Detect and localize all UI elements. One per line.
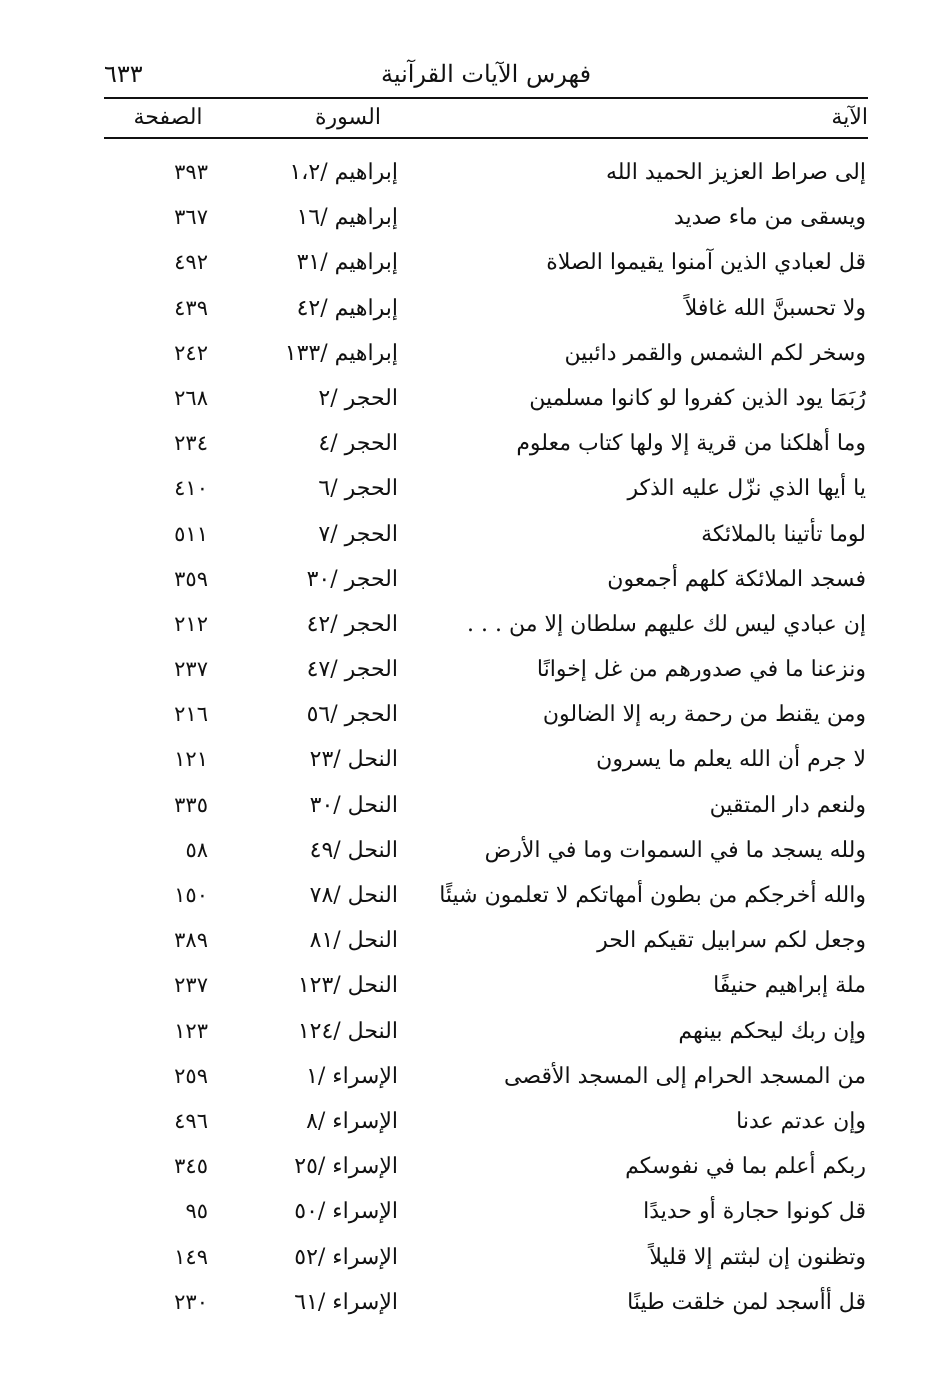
page-reference: ٤٩٢ [174, 250, 208, 275]
page-reference: ٤٣٩ [174, 295, 208, 320]
table-row [104, 647, 868, 692]
ayah-text: وإن ربك ليحكم بينهم [678, 1018, 866, 1044]
surah-reference: النحل /١٢٤ [297, 1018, 398, 1044]
page-reference: ٣٩٣ [174, 160, 208, 184]
ayah-text: يا أيها الذي نزّل عليه الذكر [627, 476, 866, 502]
page-reference: ٢١٦ [174, 702, 208, 727]
page-reference: ٢٣٤ [174, 431, 208, 456]
surah-reference: الحجر /٥٦ [306, 702, 398, 728]
surah-reference: النحل /٣٠ [309, 792, 398, 818]
surah-reference: الإسراء /٥٠ [294, 1199, 398, 1225]
ayah-text: ولنعم دار المتقين [709, 792, 866, 818]
column-header-surah: السورة [315, 105, 381, 130]
running-head [104, 56, 868, 96]
surah-reference: إبراهيم /٣١ [296, 250, 398, 276]
surah-reference: الحجر /٤٢ [306, 611, 398, 637]
page-reference: ٣٥٩ [174, 566, 208, 591]
ayah-text: إن عبادي ليس لك عليهم سلطان إلا من . . . [467, 611, 866, 637]
table-row [104, 783, 868, 828]
page-reference: ٩٥ [185, 1199, 208, 1224]
page-title: فهرس الآيات القرآنية [380, 60, 592, 88]
table-row [104, 286, 868, 331]
table-row [104, 557, 868, 602]
table-row [104, 963, 868, 1008]
surah-reference: الحجر /٧ [318, 521, 398, 547]
surah-reference: الحجر /٦ [318, 476, 398, 502]
surah-reference: النحل /٨١ [309, 928, 398, 954]
ayah-text: ربكم أعلم بما في نفوسكم [625, 1154, 866, 1180]
ayah-text: ونزعنا ما في صدورهم من غل إخوانًا [536, 657, 866, 683]
surah-reference: الإسراء /١ [306, 1063, 398, 1089]
page-reference: ١٢١ [174, 747, 208, 772]
ayah-text: إلى صراط العزيز الحميد الله [605, 160, 866, 185]
ayah-text: ولله يسجد ما في السموات وما في الأرض [484, 837, 866, 863]
page-reference: ٢١٢ [174, 611, 208, 636]
surah-reference: النحل /١٢٣ [297, 973, 398, 999]
page-reference: ١٤٩ [174, 1244, 208, 1269]
column-header-ayah: الآية [831, 105, 868, 130]
page-reference: ٢٣٠ [174, 1289, 208, 1314]
page-reference: ٣٤٥ [174, 1154, 208, 1179]
surah-reference: الحجر /٤ [318, 431, 398, 457]
ayah-text: ملة إبراهيم حنيفًا [713, 973, 866, 999]
table-row [104, 1009, 868, 1054]
table-row [104, 1054, 868, 1099]
page-reference: ٣٣٥ [174, 792, 208, 817]
page-reference: ٤١٠ [174, 476, 208, 501]
ayah-text: ولا تحسبنَّ الله غافلاً [684, 295, 866, 321]
surah-reference: الحجر /٤٧ [306, 657, 398, 683]
ayah-text: وإن عدتم عدنا [736, 1108, 866, 1134]
table-row [104, 376, 868, 421]
table-row [104, 240, 868, 285]
surah-reference: الإسراء /٢٥ [294, 1154, 398, 1180]
table-row [104, 150, 868, 195]
table-row [104, 1189, 868, 1234]
table-row [104, 331, 868, 376]
surah-reference: النحل /٢٣ [309, 747, 398, 773]
page-reference: ٥٨ [185, 837, 208, 862]
page-reference: ٢٥٩ [174, 1063, 208, 1088]
surah-reference: الحجر /٣٠ [306, 566, 398, 592]
surah-reference: الإسراء /٥٢ [294, 1244, 398, 1270]
column-header-page: الصفحة [133, 105, 203, 130]
page-reference: ٢٤٢ [174, 340, 208, 365]
ayah-text: فسجد الملائكة كلهم أجمعون [607, 566, 866, 592]
table-row [104, 602, 868, 647]
ayah-text: وسخر لكم الشمس والقمر دائبين [564, 340, 866, 366]
table-row [104, 466, 868, 511]
ayah-text: وجعل لكم سرابيل تقيكم الحر [597, 928, 866, 954]
table-row [104, 195, 868, 240]
ayah-text: من المسجد الحرام إلى المسجد الأقصى [504, 1063, 866, 1089]
table-row [104, 1144, 868, 1189]
page-reference: ٢٣٧ [174, 973, 208, 998]
ayah-text: لوما تأتينا بالملائكة [701, 521, 866, 547]
header-rule-top [104, 97, 868, 99]
table-row [104, 737, 868, 782]
ayah-text: وتظنون إن لبثتم إلا قليلاً [649, 1244, 866, 1270]
header-rule-bottom [104, 137, 868, 139]
table-row [104, 1099, 868, 1144]
page-reference: ٣٨٩ [174, 928, 208, 953]
page-reference: ٢٦٨ [174, 385, 208, 410]
table-row [104, 828, 868, 873]
surah-reference: إبراهيم /١٣٣ [284, 340, 398, 366]
ayah-text: والله أخرجكم من بطون أمهاتكم لا تعلمون شيئًا [439, 883, 866, 908]
table-row [104, 692, 868, 737]
table-row [104, 873, 868, 918]
table-row [104, 1235, 868, 1280]
page-number: ٦٣٣ [104, 60, 143, 88]
ayah-text: لا جرم أن الله يعلم ما يسرون [596, 747, 866, 773]
page-reference: ١٥٠ [174, 883, 208, 907]
ayah-text: قل كونوا حجارة أو حديدًا [643, 1199, 866, 1225]
ayah-text: ومن يقنط من رحمة ربه إلا الضالون [542, 702, 866, 728]
surah-reference: النحل /٧٨ [309, 883, 398, 908]
surah-reference: الإسراء /٨ [306, 1108, 398, 1134]
page-reference: ٣٦٧ [174, 205, 208, 230]
surah-reference: النحل /٤٩ [309, 837, 398, 863]
surah-reference: الإسراء /٦١ [294, 1289, 398, 1315]
table-row [104, 421, 868, 466]
surah-reference: إبراهيم /١٦ [296, 205, 398, 231]
surah-reference: إبراهيم /١،٢ [289, 160, 398, 185]
ayah-text: رُبَمَا يود الذين كفروا لو كانوا مسلمين [529, 385, 866, 411]
ayah-text: قل لعبادي الذين آمنوا يقيموا الصلاة [546, 250, 866, 276]
page-reference: ٥١١ [174, 521, 208, 546]
ayah-text: وما أهلكنا من قرية إلا ولها كتاب معلوم [516, 431, 866, 457]
page-reference: ٢٣٧ [174, 657, 208, 682]
ayah-text: ويسقى من ماء صديد [673, 205, 866, 231]
page-reference: ٤٩٦ [174, 1108, 208, 1133]
ayah-text: قل أأسجد لمن خلقت طينًا [627, 1289, 866, 1315]
table-row [104, 1280, 868, 1325]
page-reference: ١٢٣ [174, 1018, 208, 1043]
surah-reference: إبراهيم /٤٢ [296, 295, 398, 321]
index-table [104, 150, 868, 1325]
table-row [104, 512, 868, 557]
surah-reference: الحجر /٢ [318, 385, 398, 411]
table-row [104, 918, 868, 963]
